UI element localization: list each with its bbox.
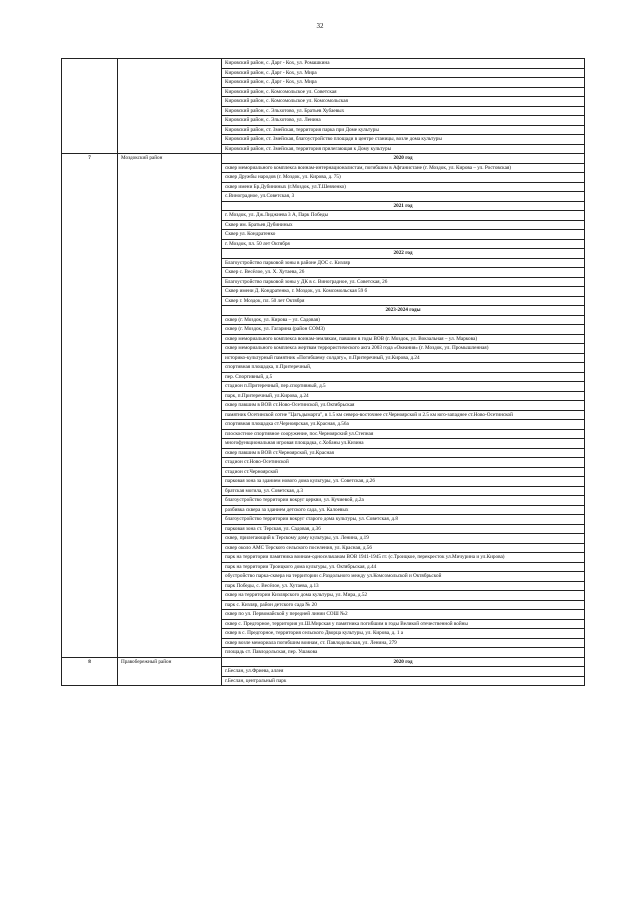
object-description: Сквер им. Братьев Дубининых bbox=[222, 220, 585, 230]
object-description: стадион ст.Ново-Осетинской bbox=[222, 458, 585, 468]
year-row bbox=[62, 154, 585, 164]
object-description: парк, п.Притеречный, ул.Кирова, д.24 bbox=[222, 391, 585, 401]
object-description: сквер (г. Моздок, ул. Гагарина (район СОМЗ) bbox=[222, 325, 585, 335]
object-description: Сквер г. Моздок, пл. 50 лет Октября bbox=[222, 296, 585, 306]
object-description: площадь ст. Павлодольская, пер. Ушакова bbox=[222, 648, 585, 658]
year-heading: 2020 год bbox=[222, 154, 585, 164]
object-description: Благоустройство парковой зоны в районе ДОС с. Кизляр bbox=[222, 258, 585, 268]
object-description: Кировский район, с. Эльхотово, ул. Ленина bbox=[222, 116, 585, 126]
district-name bbox=[118, 59, 222, 154]
object-description: стадион ст.Черноярской bbox=[222, 467, 585, 477]
row-number: 8 bbox=[62, 657, 118, 686]
object-description: Сквер с. Весёлое, ул. Х. Хутаева, 26 bbox=[222, 268, 585, 278]
object-description: Кировский район, с. Дарг - Кох, ул. Мира bbox=[222, 68, 585, 78]
object-description: плоскостное спортивное сооружение, пос.Черноярский ул.Степная bbox=[222, 429, 585, 439]
object-description: спортивная площадка ст.Черноярская, ул.Красная, д.56а bbox=[222, 420, 585, 430]
object-description: Кировский район, ст. Змейская, благоустройство площади в центре станицы, возле дома культуры bbox=[222, 135, 585, 145]
object-description: сквер возле мемориала погибшим воинам, ст. Павлодольская, ул. Ленина, 279 bbox=[222, 638, 585, 648]
object-description: сквер (г. Моздок, ул. Кирова – ул. Садовая) bbox=[222, 315, 585, 325]
object-description: Кировский район, с. Дарг - Кох, ул. Мира bbox=[222, 78, 585, 88]
object-description: спортивная площадка, п.Притеречный, bbox=[222, 363, 585, 373]
year-heading: 2022 год bbox=[222, 249, 585, 259]
object-description: парковая зона ст. Терская, ул. Садовая, д.36 bbox=[222, 524, 585, 534]
object-description: сквер на территории Кизлярского дома культуры, ул. Мира, д.52 bbox=[222, 591, 585, 601]
object-description: сквер с. Предгорное, территория ул.Ш.Мирская у памятника погибшим в годы Великой отечественной войны bbox=[222, 619, 585, 629]
page-number: 32 bbox=[316, 22, 324, 30]
object-description: благоустройство территории вокруг старого дома культуры, ул. Советская, д.8 bbox=[222, 515, 585, 525]
object-description: сквер, прилегающий к Терскому дому культуры, ул. Ленина, д.19 bbox=[222, 534, 585, 544]
object-description: с.Виноградное, ул.Советская, 3 bbox=[222, 192, 585, 202]
improvement-objects-table bbox=[61, 58, 585, 686]
year-row bbox=[62, 657, 585, 667]
object-description: г.Беслан, центральный парк bbox=[222, 676, 585, 686]
object-description: памятник Осетинской сотне "Цагъдымарта", в 1.5 км северо-восточнее ст.Черноярской и 2.5 км юго-западнее ст.Ново-Осетинской bbox=[222, 410, 585, 420]
object-description: сквер около АМС Терского сельского поселения, ул. Красная, д.56 bbox=[222, 543, 585, 553]
row-number: 7 bbox=[62, 154, 118, 658]
object-description: сквер Дружбы народов (г. Моздок, ул. Кирова, д. 75) bbox=[222, 173, 585, 183]
object-description: обустройство парка-сквера на территории с.Раздольного между ул.Комсомольской и Октябрьской bbox=[222, 572, 585, 582]
object-description: Кировский район, с. Комсомольское ул. Советская bbox=[222, 87, 585, 97]
object-description: сквер по ул. Первомайской у передней линии СОШ №2 bbox=[222, 610, 585, 620]
object-description: парк Победы, с. Весёлое, ул. Хутаева, д.13 bbox=[222, 581, 585, 591]
year-heading: 2020 год bbox=[222, 657, 585, 667]
object-description: историко-культурный памятник «Погибшему солдату», п.Притеречный, ул.Кирова, д.24 bbox=[222, 353, 585, 363]
object-description: сквер павшим в ВОВ ст.Черноярской, ул.Красная bbox=[222, 448, 585, 458]
object-description: Кировский район, с. Дарг - Кох, ул. Ромашкина bbox=[222, 59, 585, 69]
year-heading: 2021 год bbox=[222, 201, 585, 211]
object-description: г. Моздок, ул. Дж.Лиджиева 3 А, Парк Победы bbox=[222, 211, 585, 221]
object-description: Сквер ул. Кондратенко bbox=[222, 230, 585, 240]
object-description: парк на территории Троицкого дома культуры, ул. Октябрьская, д.44 bbox=[222, 562, 585, 572]
object-description: Благоустройство парковой зоны у ДК в с. Виноградное, ул. Советская, 26 bbox=[222, 277, 585, 287]
object-description: г.Беслан, ул.Фриева, аллея bbox=[222, 667, 585, 677]
district-name: Правобережный район bbox=[118, 657, 222, 686]
object-description: Кировский район, ст. Змейская, территория прилегающая к Дому культуры bbox=[222, 144, 585, 154]
object-description: сквер мемориального комплекса воинам-интернационалистам, погибшим в Афганистане (г. Моздок, ул. Кирова – ул. Ростовская) bbox=[222, 163, 585, 173]
object-description: г. Моздок, пл. 50 лет Октября bbox=[222, 239, 585, 249]
row-number bbox=[62, 59, 118, 154]
object-description: парк с. Кизляр, район детского сада № 20 bbox=[222, 600, 585, 610]
table-row bbox=[62, 59, 585, 69]
table-body bbox=[62, 59, 585, 686]
object-description: Кировский район, ст. Змейская, территория парка при Доме культуры bbox=[222, 125, 585, 135]
object-description: сквер мемориального комплекса воинам-землякам, павшим в годы ВОВ (г. Моздок, ул. Вокзальная – ул. Маркова) bbox=[222, 334, 585, 344]
object-description: пер. Спортивный, д.5 bbox=[222, 372, 585, 382]
object-description: благоустройство территории вокруг церкви, ул. Кучиевой, д.2а bbox=[222, 496, 585, 506]
object-description: сквер павшим в ВОВ ст.Ново-Осетинской, ул.Октябрьская bbox=[222, 401, 585, 411]
object-description: парковая зона за зданием нового дома культуры, ул. Советская, д.26 bbox=[222, 477, 585, 487]
district-name: Моздокский район bbox=[118, 154, 222, 658]
object-description: Сквер имени Д. Кондратенко, г. Моздок, ул. Комсомольская 59 б bbox=[222, 287, 585, 297]
object-description: стадион п.Притеречный, пер.спортивный, д.5 bbox=[222, 382, 585, 392]
object-description: сквер мемориального комплекса жертвам террористического акта 2003 года «Океания» (г. Моздок, ул. Промышленная) bbox=[222, 344, 585, 354]
object-description: сквер в с. Предгорное, территория сельского Дворца культуры, ул. Кирова, д. 1 а bbox=[222, 629, 585, 639]
object-description: парк на территории памятника воинам-односельчанам ВОВ 1941-1945 гг. (с.Троицкое, перекресток ул.Мичурина и ул.Кирова) bbox=[222, 553, 585, 563]
object-description: разбивка сквера за зданием детского сада, ул. Калоевых bbox=[222, 505, 585, 515]
object-description: многофункциональная игровая площадка, с.Хобаны ул.Кизина bbox=[222, 439, 585, 449]
object-description: Кировский район, с. Эльхотово, ул. Братьев Хубаевых bbox=[222, 106, 585, 116]
object-description: братская могила, ул. Советская, д.3 bbox=[222, 486, 585, 496]
object-description: Кировский район, с. Комсомольское ул. Комсомольская bbox=[222, 97, 585, 107]
object-description: сквер имени Бр.Дубининых (г.Моздок, ул.Т.Шевченко) bbox=[222, 182, 585, 192]
year-heading: 2023-2024 годы bbox=[222, 306, 585, 316]
